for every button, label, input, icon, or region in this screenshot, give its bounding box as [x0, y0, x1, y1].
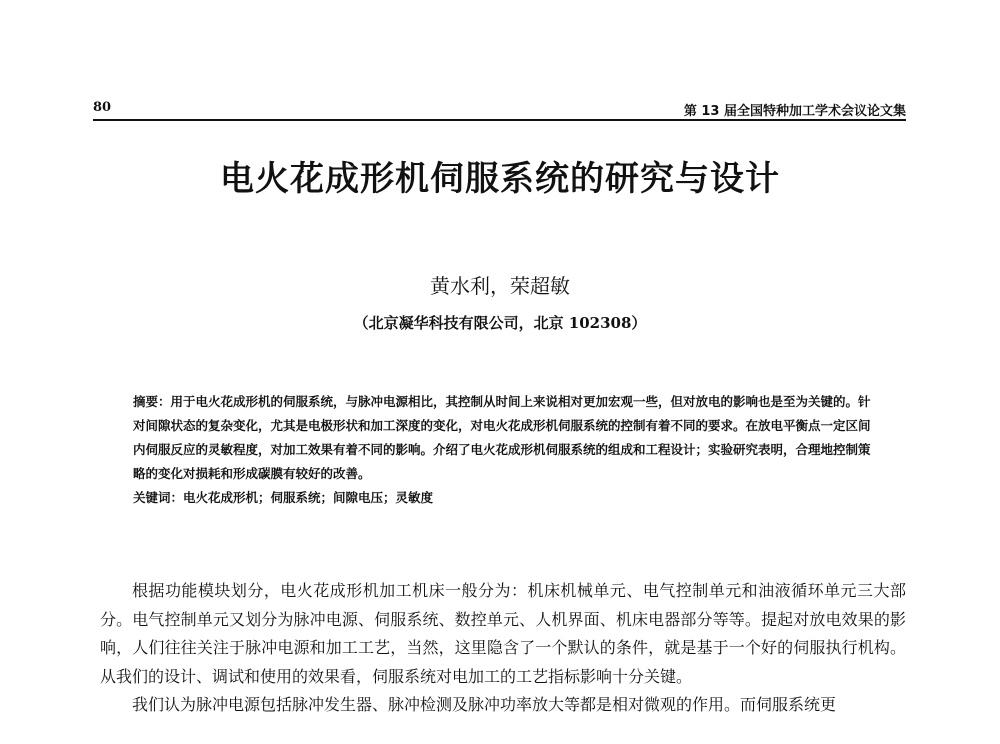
- keywords-label: 关键词：: [133, 490, 184, 505]
- abstract-text: 用于电火花成形机的伺服系统，与脉冲电源相比，其控制从时间上来说相对更加宏观一些，但对放电的影响也是至为关键的。针对间隙状态的复杂变化，尤其是电极形状和加工深度的变化，对电火花成形机伺服系统的控制有着不同的要求。在放电平衡点一定区间内伺服反应的灵敏程度，对加工效果有着不同的影响。介绍了电火花成形机伺服系统的组成和工程设计；实验研究表明，合理地控制策略的变化对损耗和形成碳膜有较好的改善。: [133, 394, 871, 481]
- page-number: 80: [93, 100, 112, 115]
- abstract-label: 摘要：: [133, 394, 171, 409]
- keywords-text: 电火花成形机；伺服系统；间隙电压；灵敏度: [183, 490, 434, 505]
- affiliation: （北京凝华科技有限公司，北京 102308）: [353, 314, 647, 332]
- header-rule: [93, 119, 906, 121]
- body-paragraph-1: 根据功能模块划分，电火花成形机加工机床一般分为：机床机械单元、电气控制单元和油液循环单元三大部分。电气控制单元又划分为脉冲电源、伺服系统、数控单元、人机界面、机床电器部分等等。提起对放电效果的影响，人们往往关注于脉冲电源和加工工艺，当然，这里隐含了一个默认的条件，就是基于一个好的伺服执行机构。从我们的设计、调试和使用的效果看，伺服系统对电加工的工艺指标影响十分关键。: [100, 581, 906, 686]
- running-title: 第 13 届全国特种加工学术会议论文集: [683, 104, 906, 119]
- article-title: 电火花成形机伺服系统的研究与设计: [220, 159, 780, 199]
- author-list: 黄水利，荣超敏: [430, 274, 570, 298]
- body-paragraph-2: 我们认为脉冲电源包括脉冲发生器、脉冲检测及脉冲功率放大等都是相对微观的作用。而伺服系统更: [132, 695, 837, 714]
- body-text: [100, 577, 906, 720]
- abstract-paragraph: [133, 390, 873, 486]
- keywords-line: [133, 486, 873, 510]
- abstract-block: [133, 390, 873, 510]
